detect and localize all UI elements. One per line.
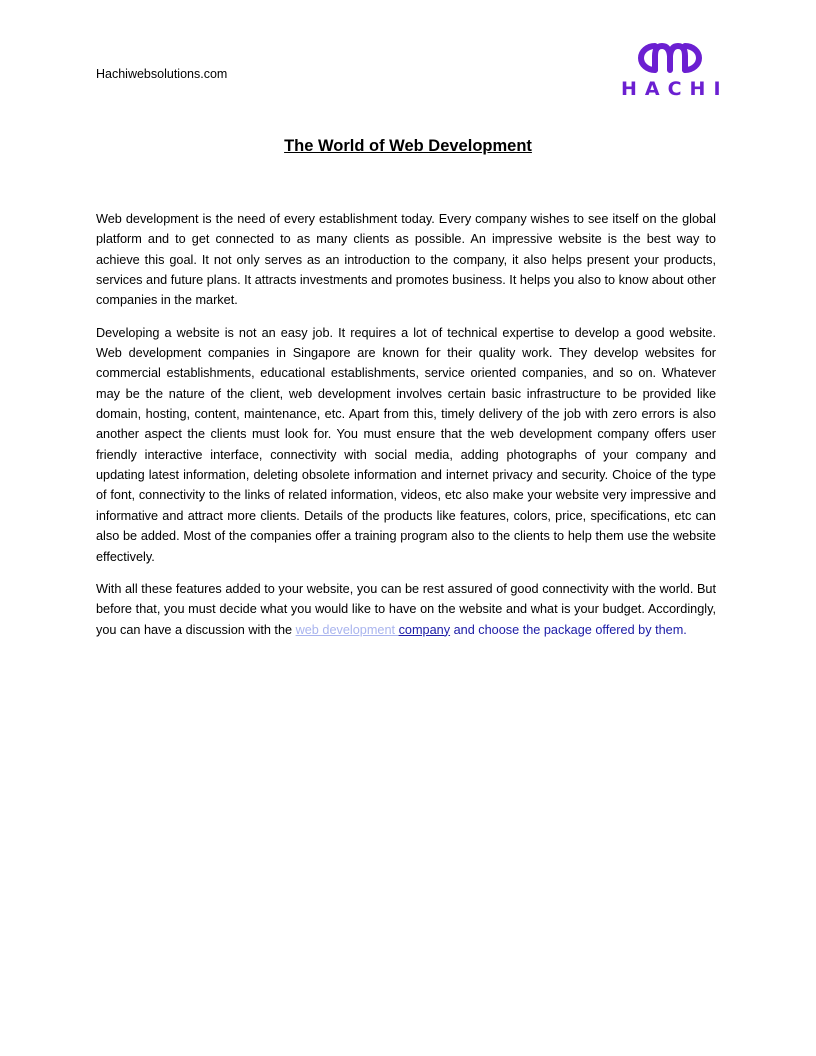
company-link[interactable]: company <box>398 622 451 637</box>
page-title: The World of Web Development <box>284 137 532 155</box>
paragraph-3-text: With all these features added to your website, you can be rest assured of good connectivity with the world. But before that, you must decide what you would like to have on the website and what is your budget. Accordingly, you can have a discussion with the <box>96 581 716 637</box>
document-body <box>96 209 716 652</box>
site-url: Hachiwebsolutions.com <box>96 67 228 81</box>
paragraph-2: Developing a website is not an easy job. It requires a lot of technical expertise to develop a good website. Web development companies in Singapore are known for their quality work. They develop websites for commercial establishments, educational establishments, service oriented companies, and so on. Whatever may be the nature of the client, web development involves certain basic infrastructure to be provided like domain, hosting, content, maintenance, etc. Apart from this, timely delivery of the job with zero errors is also another aspect the clients must look for. You must ensure that the web development company offers user friendly interactive interface, connectivity with social media, adding photographs of your company and updating latest information, deleting obsolete information and internet privacy and security. Choice of the type of font, connectivity to the links of related information, videos, etc also make your website very impressive and informative and attract more clients. Details of the products like features, colors, price, specifications, etc can also be added. Most of the companies offer a training program also to the clients to help them use the website effectively. <box>96 325 716 564</box>
hachi-logo-icon <box>635 40 705 76</box>
logo-wordmark: HACHI <box>621 78 729 100</box>
paragraph-3-tail: and choose the package offered by them. <box>450 622 687 637</box>
paragraph-1: Web development is the need of every establishment today. Every company wishes to see itself on the global platform and to get connected to as many clients as possible. An impressive website is the best way to achieve this goal. It not only serves as an introduction to the company, it also helps present your products, services and future plans. It attracts investments and promotes business. It helps you also to know about other companies in the market. <box>96 212 716 308</box>
hachi-logo <box>615 40 729 102</box>
web-development-link[interactable]: web development <box>295 622 399 637</box>
paragraph-3 <box>96 579 716 640</box>
